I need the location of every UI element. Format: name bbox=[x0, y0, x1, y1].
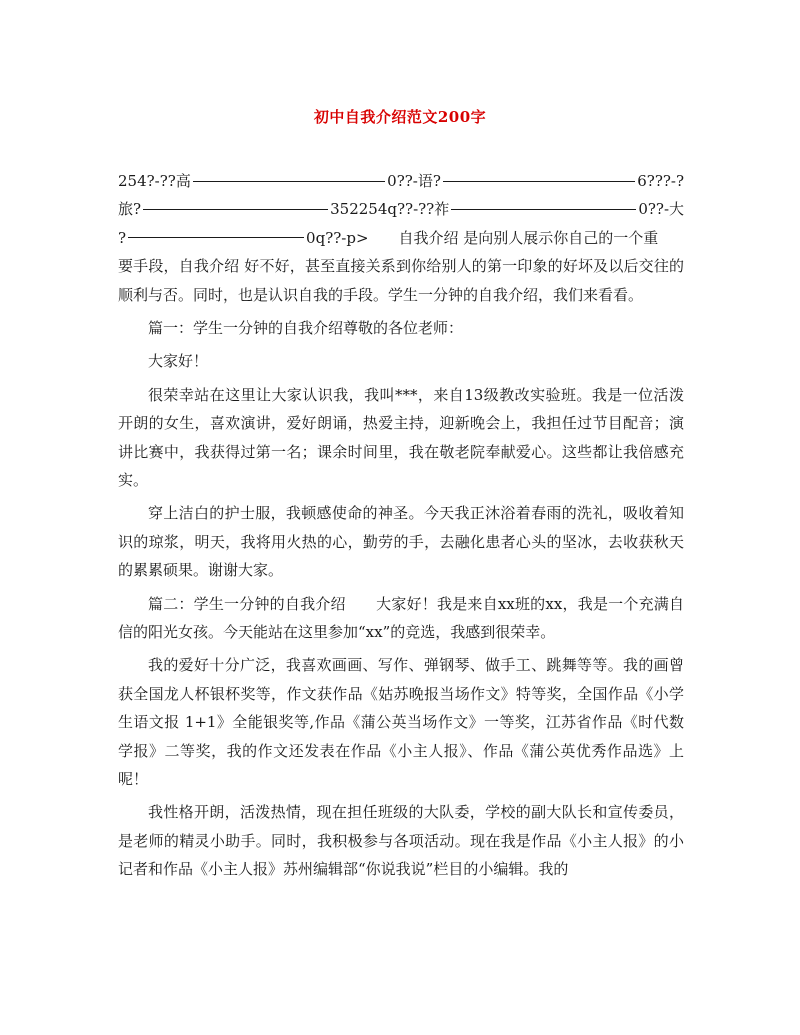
horizontal-rule bbox=[443, 181, 635, 182]
intro-continuation: 要手段，自我介绍 好不好，甚至直接关系到你给别人的第一印象的好坏及以后交往的顺利与否。同时，也是认识自我的手段。学生一分钟的自我介绍，我们来看看。 bbox=[118, 257, 684, 304]
paragraph: 我的爱好十分广泛，我喜欢画画、写作、弹钢琴、做手工、跳舞等等。我的画曾获全国龙人杯银杯奖等，作文获作品《姑苏晚报当场作文》特等奖，全国作品《小学生语文报 1+1》全能银奖等,作品《蒲公英当场作文》一等奖，江苏省作品《时代数学报》二等奖，我的作文还发表在作品《小主人报》、作品《蒲公英优秀作品选》上呢！ bbox=[118, 656, 684, 789]
horizontal-rule bbox=[451, 209, 636, 210]
paragraph-heading-1: 篇一：学生一分钟的自我介绍尊敬的各位老师： bbox=[148, 318, 464, 337]
document-body bbox=[118, 167, 684, 889]
horizontal-rule bbox=[143, 209, 328, 210]
garbled-line-3 bbox=[118, 224, 684, 252]
garbled-text: 0??-大 bbox=[638, 200, 685, 219]
garbled-text: 旅? bbox=[118, 200, 142, 219]
paragraph: 很荣幸站在这里让大家认识我，我叫***，来自13级教改实验班。我是一位活泼开朗的女生，喜欢演讲，爱好朗诵，热爱主持，迎新晚会上，我担任过节目配音；演讲比赛中，我获得过第一名；课余时间里，我在敬老院奉献爱心。这些都让我倍感充实。 bbox=[118, 385, 684, 490]
horizontal-rule bbox=[193, 181, 385, 182]
garbled-text: 6???-? bbox=[637, 172, 685, 190]
paragraph-greeting: 大家好！ bbox=[148, 352, 209, 371]
paragraph: 我性格开朗，活泼热情，现在担任班级的大队委，学校的副大队长和宣传委员，是老师的精灵小助手。同时，我积极参与各项活动。现在我是作品《小主人报》的小记者和作品《小主人报》苏州编辑部“你说我说”栏目的小编辑。我的 bbox=[118, 803, 684, 879]
paragraph-heading-2: 篇二：学生一分钟的自我介绍 大家好！我是来自xx班的xx，我是一个充满自信的阳光女孩。今天能站在这里参加“xx”的竞选，我感到很荣幸。 bbox=[118, 594, 684, 642]
page-title: 初中自我介绍范文200字 bbox=[313, 108, 487, 126]
garbled-line-2 bbox=[118, 195, 684, 223]
garbled-text: 0q??-p> bbox=[306, 228, 369, 247]
garbled-line-1 bbox=[118, 167, 684, 195]
garbled-text: ? bbox=[118, 228, 127, 247]
garbled-text: 254?-??高 bbox=[118, 172, 191, 190]
intro-text-start: 自我介绍 是向别人展示你自己的一个重 bbox=[398, 228, 659, 247]
paragraph: 穿上洁白的护士服，我顿感使命的神圣。今天我正沐浴着春雨的洗礼，吸收着知识的琼浆，明天，我将用火热的心，勤劳的手，去融化患者心头的坚冰，去收获秋天的累累硕果。谢谢大家。 bbox=[118, 504, 684, 580]
garbled-text: 0??-语? bbox=[387, 172, 441, 190]
garbled-text: 352254q??-??祚 bbox=[330, 200, 450, 219]
horizontal-rule bbox=[128, 237, 304, 238]
